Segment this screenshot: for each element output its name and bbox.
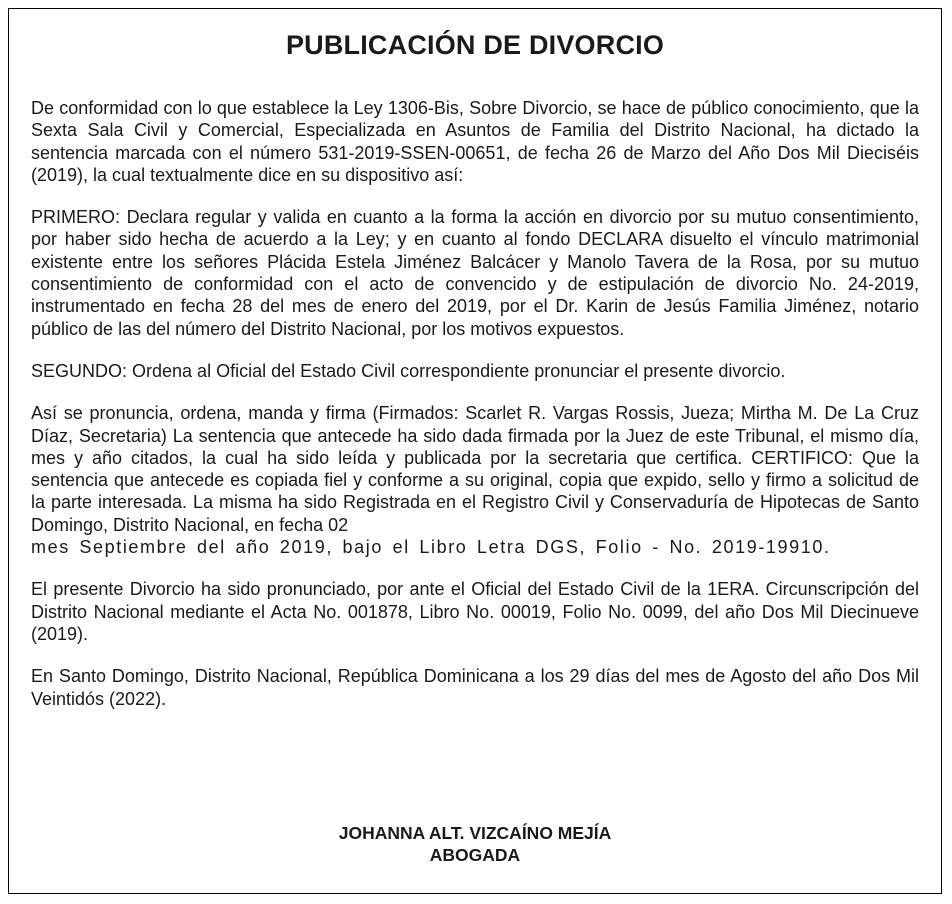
page-title: PUBLICACIÓN DE DIVORCIO [285,30,665,60]
place-date-paragraph: En Santo Domingo, Distrito Nacional, República Dominicana a los 29 días del mes de Agosto del año Dos Mil Veintidós (2022). [31,666,919,709]
signer-name: JOHANNA ALT. VIZCAÍNO MEJÍA [338,823,612,843]
primero-paragraph: PRIMERO: Declara regular y valida en cuanto a la forma la acción en divorcio por su mutuo consentimiento, por haber sido hecha de acuerdo a la Ley; y en cuanto al fondo DECLARA disuelto el vínculo matrimonial existente entre los señores Plácida Estela Jiménez Balcácer y Manolo Tavera de la Rosa, por su mutuo consentimiento de conformidad con el acto de convencido y de estipulación de divorcio No. 24-2019, instrumentado en fecha 28 del mes de enero del 2019, por el Dr. Karin de Jesús Familia Jiménez, notario público de las del número del Distrito Nacional, por los motivos expuestos. [31,207,919,339]
firmado-text: Así se pronuncia, ordena, manda y firma (Firmados: Scarlet R. Vargas Rossis, Jueza; Mirtha M. De La Cruz Díaz, Secretaria) La sentencia que antecede ha sido dada firmada por la Juez de este Tribunal, el mismo día, mes y año citados, la cual ha sido leída y publicada por la secretaria que certifica. CERTIFICO: Que la sentencia que antecede es copiada fiel y conforme a su original, copia que expido, sello y firmo a solicitud de la parte interesada. La misma ha sido Registrada en el Registro Civil y Conservaduría de Hipotecas de Santo Domingo, Distrito Nacional, en fecha 02 [31,403,919,535]
firmado-last-line: mes Septiembre del año 2019, bajo el Libro Letra DGS, Folio - No. 2019-19910. [31,537,831,558]
intro-paragraph: De conformidad con lo que establece la Ley 1306-Bis, Sobre Divorcio, se hace de público conocimiento, que la Sexta Sala Civil y Comercial, Especializada en Asuntos de Familia del Distrito Nacional, ha dictado la sentencia marcada con el número 531-2019-SSEN-00651, de fecha 26 de Marzo del Año Dos Mil Dieciséis (2019), la cual textualmente dice en su dispositivo así: [31,98,919,185]
signer-role: ABOGADA [429,845,521,865]
signature-block [9,822,941,866]
notice-body [31,97,919,730]
firmado-paragraph [31,402,919,558]
pronunciado-paragraph: El presente Divorcio ha sido pronunciado, por ante el Oficial del Estado Civil de la 1ERA. Circunscripción del Distrito Nacional mediante el Acta No. 001878, Libro No. 00019, Folio No. 0099, del año Dos Mil Diecinueve (2019). [31,579,919,644]
divorce-publication-notice [8,8,942,894]
segundo-paragraph: SEGUNDO: Ordena al Oficial del Estado Civil correspondiente pronunciar el presente divorcio. [31,360,786,381]
